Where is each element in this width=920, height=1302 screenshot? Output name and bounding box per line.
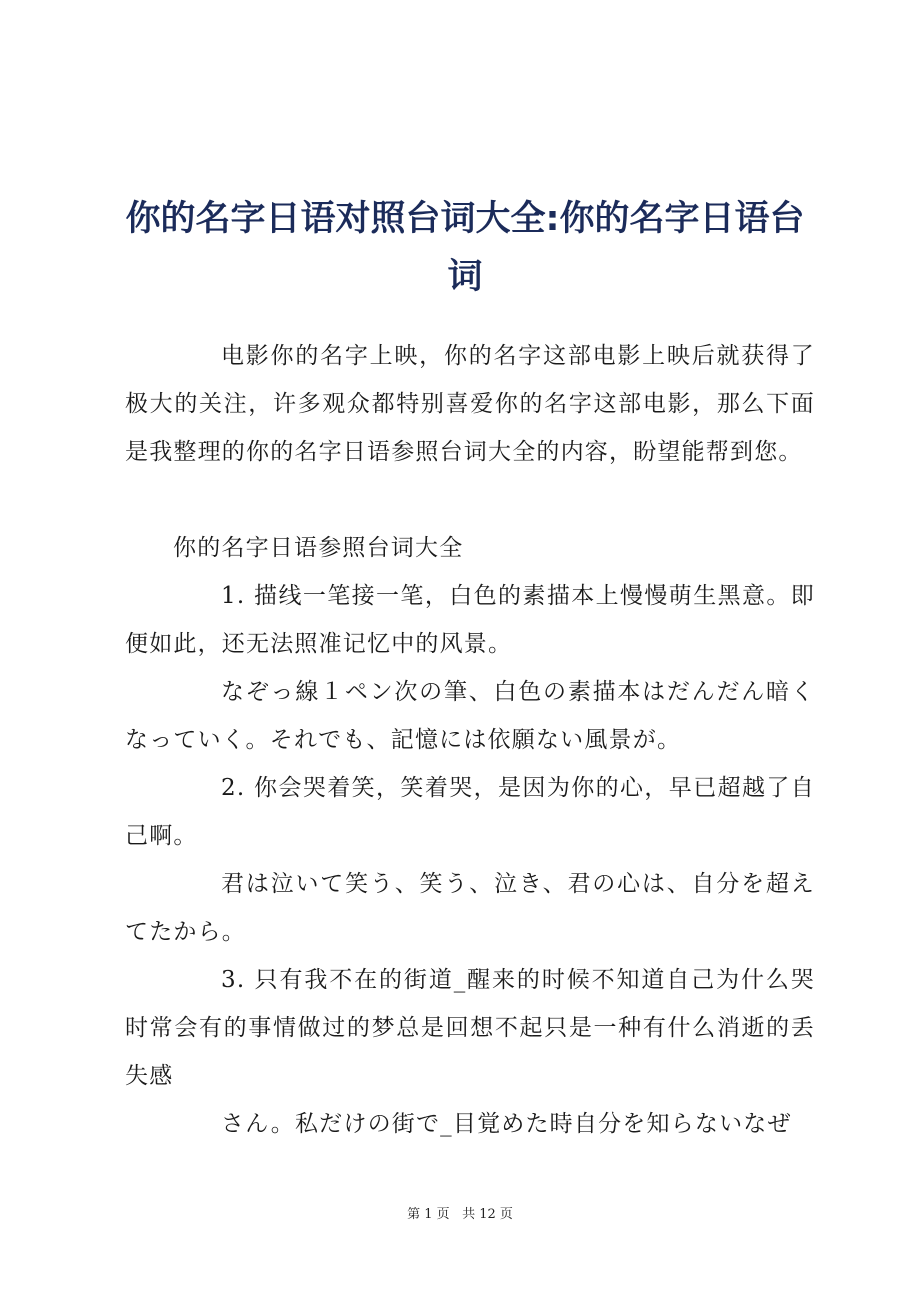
entry-2-chinese: 2. 你会哭着笑，笑着哭，是因为你的心，早已超越了自己啊。 [125, 775, 815, 849]
entry-1-japanese: なぞっ線１ペン次の筆、白色の素描本はだんだん暗くなっていく。それでも、記憶には依願ない風景が。 [125, 679, 815, 753]
document-body [125, 332, 815, 1148]
page-number: 第 1 页 [407, 1207, 450, 1222]
paragraph-spacer [125, 476, 815, 524]
entry-3-japanese: さん。私だけの街で_目覚めた時自分を知らないなぜ [221, 1111, 792, 1137]
entry-3-chinese: 3. 只有我不在的街道_醒来的时候不知道自己为什么哭时常会有的事情做过的梦总是回想不起只是一种有什么消逝的丢失感 [125, 967, 815, 1089]
intro-paragraph: 电影你的名字上映，你的名字这部电影上映后就获得了极大的关注，许多观众都特别喜爱你的名字这部电影，那么下面是我整理的你的名字日语参照台词大全的内容，盼望能帮到您。 [125, 343, 815, 465]
page-total: 共 12 页 [462, 1207, 513, 1222]
document-title: 你的名字日语对照台词大全:你的名字日语台词 [125, 199, 805, 297]
section-heading: 你的名字日语参照台词大全 [173, 535, 464, 561]
entry-2-japanese: 君は泣いて笑う、笑う、泣き、君の心は、自分を超えてたから。 [125, 871, 815, 945]
entry-1-chinese: 1. 描线一笔接一笔，白色的素描本上慢慢萌生黑意。即便如此，还无法照准记忆中的风景。 [125, 583, 815, 657]
page-footer [0, 1205, 920, 1225]
